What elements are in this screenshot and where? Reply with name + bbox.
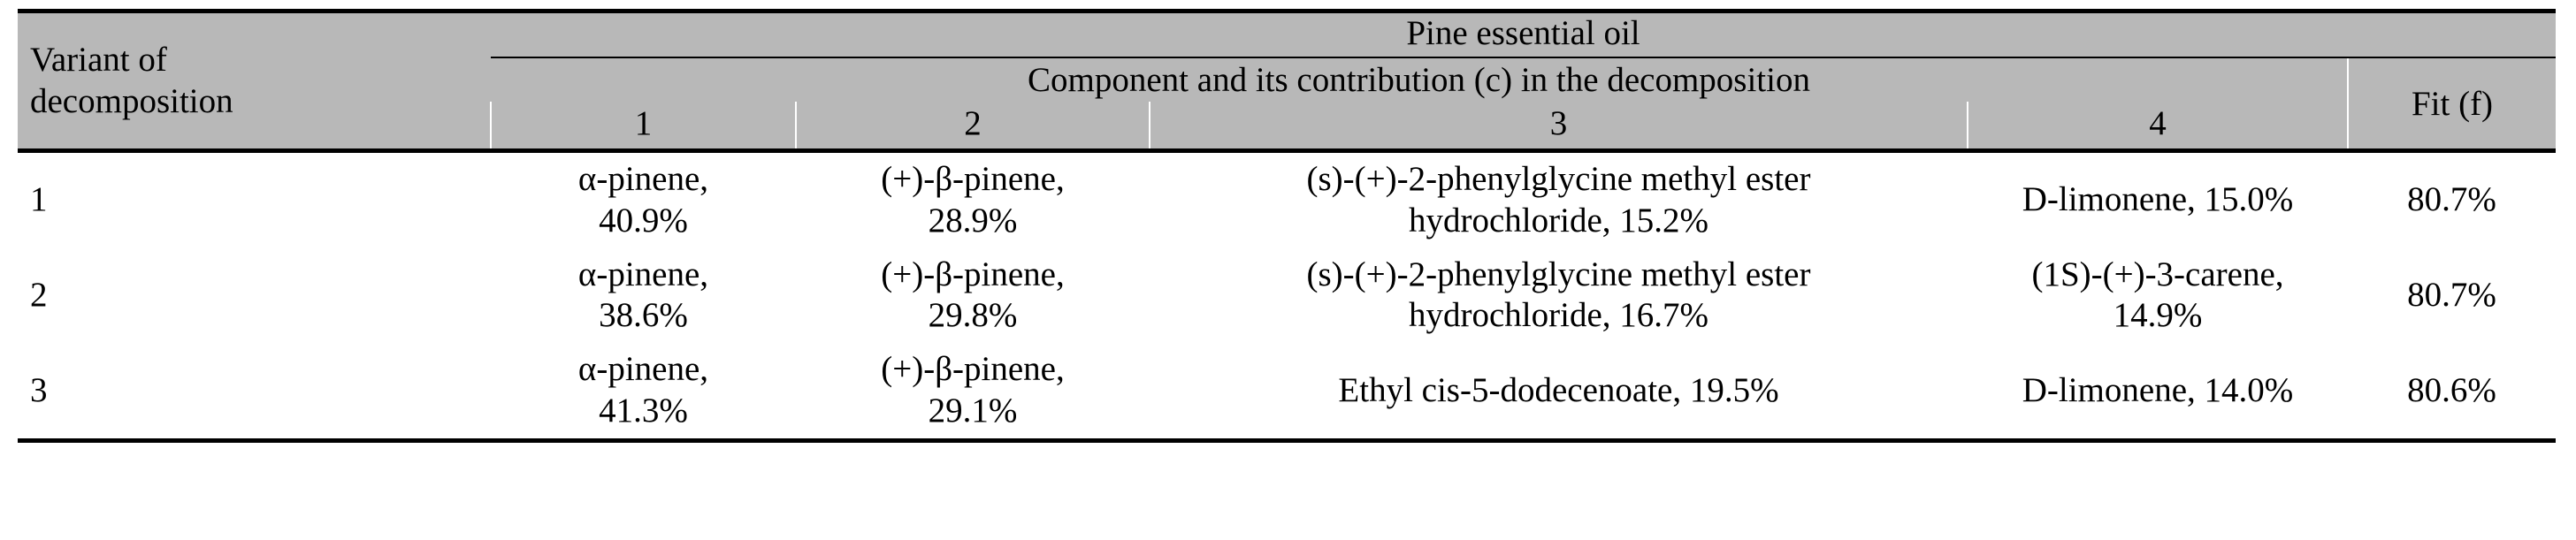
cell-component-3-line1: Ethyl cis-5-dodecenoate, 19.5% — [1338, 370, 1779, 409]
header-column-2: 2 — [796, 102, 1150, 151]
header-variant-of-decomposition — [18, 11, 491, 151]
table-document — [0, 9, 2576, 540]
cell-component-4-line1: D-limonene, 14.0% — [2022, 370, 2294, 409]
cell-component-3-line1: (s)-(+)-2-phenylglycine methyl ester — [1306, 255, 1811, 293]
cell-component-1 — [491, 343, 796, 440]
header-variant-line1: Variant of — [30, 40, 167, 79]
cell-component-2 — [796, 248, 1150, 344]
cell-variant: 3 — [30, 370, 48, 409]
cell-component-1-line2: 40.9% — [599, 201, 688, 240]
table-row — [18, 151, 2556, 248]
cell-variant: 2 — [30, 275, 48, 314]
decomposition-table — [18, 9, 2556, 443]
header-row-oil — [18, 11, 2556, 58]
header-column-4: 4 — [1968, 102, 2348, 151]
cell-component-2-line2: 28.9% — [928, 201, 1018, 240]
cell-component-4 — [1968, 343, 2348, 440]
cell-component-1 — [491, 151, 796, 248]
table-row — [18, 248, 2556, 344]
cell-component-3-line2: hydrochloride, 16.7% — [1408, 296, 1708, 335]
cell-component-2 — [796, 151, 1150, 248]
cell-component-3 — [1150, 151, 1968, 248]
table-body — [18, 151, 2556, 441]
cell-fit: 80.6% — [2407, 370, 2496, 409]
cell-component-4-line2: 14.9% — [2113, 296, 2203, 335]
cell-variant: 1 — [30, 180, 48, 219]
cell-component-1-line1: α-pinene, — [577, 255, 709, 293]
header-fit: Fit (f) — [2348, 57, 2556, 151]
cell-component-2-line1: (+)-β-pinene, — [881, 350, 1065, 389]
cell-component-2-line2: 29.1% — [928, 391, 1018, 430]
cell-component-3-line2: hydrochloride, 15.2% — [1408, 201, 1708, 240]
cell-fit: 80.7% — [2407, 275, 2496, 314]
cell-component-1 — [491, 248, 796, 344]
cell-component-3 — [1150, 248, 1968, 344]
table-header — [18, 11, 2556, 151]
cell-component-2-line2: 29.8% — [928, 296, 1018, 335]
cell-component-1-line2: 41.3% — [599, 391, 688, 430]
cell-component-2-line1: (+)-β-pinene, — [881, 255, 1065, 293]
cell-component-1-line1: α-pinene, — [577, 160, 709, 198]
header-component-contribution: Component and its contribution (c) in the decomposition — [491, 57, 2348, 102]
cell-component-4-line1: D-limonene, 15.0% — [2022, 180, 2294, 219]
table-row — [18, 343, 2556, 440]
cell-component-4-line1: (1S)-(+)-3-carene, — [2031, 255, 2284, 293]
cell-fit: 80.7% — [2407, 180, 2496, 219]
cell-component-4 — [1968, 248, 2348, 344]
cell-component-2 — [796, 343, 1150, 440]
header-variant-line2: decomposition — [30, 81, 233, 120]
cell-component-4 — [1968, 151, 2348, 248]
header-pine-essential-oil: Pine essential oil — [491, 11, 2556, 58]
cell-component-3 — [1150, 343, 1968, 440]
header-column-1: 1 — [491, 102, 796, 151]
cell-component-3-line1: (s)-(+)-2-phenylglycine methyl ester — [1306, 160, 1811, 198]
cell-component-2-line1: (+)-β-pinene, — [881, 160, 1065, 198]
cell-component-1-line2: 38.6% — [599, 296, 688, 335]
cell-component-1-line1: α-pinene, — [577, 350, 709, 389]
header-column-3: 3 — [1150, 102, 1968, 151]
